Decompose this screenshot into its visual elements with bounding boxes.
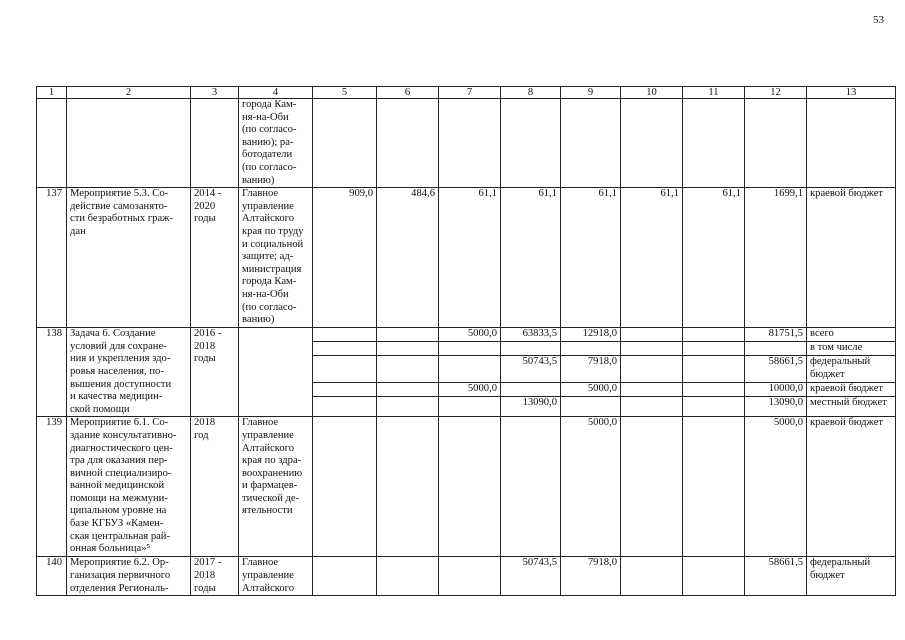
header-cell: 6 xyxy=(377,87,439,99)
value-cell: 61,1 xyxy=(621,188,683,328)
period-cell: 2017 - 2018 годы xyxy=(191,557,239,596)
row-number: 139 xyxy=(37,417,67,557)
page-number: 53 xyxy=(873,14,884,26)
row-number: 138 xyxy=(37,328,67,417)
funding-source: местный бюджет xyxy=(807,397,896,417)
header-cell: 7 xyxy=(439,87,501,99)
funding-source: федеральный бюджет xyxy=(807,557,896,596)
funding-source: краевой бюджет xyxy=(807,188,896,328)
header-cell: 10 xyxy=(621,87,683,99)
value-cell xyxy=(561,397,621,417)
row-number: 137 xyxy=(37,188,67,328)
header-cell: 2 xyxy=(67,87,191,99)
value-cell: 5000,0 xyxy=(561,383,621,397)
value-cell: 50743,5 xyxy=(501,557,561,596)
value-cell: 5000,0 xyxy=(439,328,501,342)
header-cell: 12 xyxy=(745,87,807,99)
executor-cell: Главное управление Алтайского края по труду и социальной защите; ад- министрация города Кам- ня-на-Оби (по согласо- ванию) xyxy=(239,188,313,328)
total-cell: 13090,0 xyxy=(745,397,807,417)
funding-source: краевой бюджет xyxy=(807,383,896,397)
value-cell: 61,1 xyxy=(561,188,621,328)
value-cell xyxy=(439,356,501,383)
table-row-continuation xyxy=(37,99,896,188)
period-cell: 2018 год xyxy=(191,417,239,557)
header-cell: 3 xyxy=(191,87,239,99)
value-cell: 61,1 xyxy=(439,188,501,328)
table-row-137 xyxy=(37,188,896,328)
value-cell: 61,1 xyxy=(501,188,561,328)
value-cell: 50743,5 xyxy=(501,356,561,383)
total-cell: 58661,5 xyxy=(745,356,807,383)
measure-name: Мероприятие 6.2. Ор- ганизация первичного отделения Региональ- xyxy=(67,557,191,596)
measure-name: Мероприятие 5.3. Со- действие самозанято- сти безработных граж- дан xyxy=(67,188,191,328)
table-row-138 xyxy=(37,328,896,342)
executor-cell: города Кам- ня-на-Оби (по согласо- ванию); ра- ботодатели (по согласо- ванию) xyxy=(239,99,313,188)
period-cell: 2014 - 2020 годы xyxy=(191,188,239,328)
funding-source: краевой бюджет xyxy=(807,417,896,557)
row-number: 140 xyxy=(37,557,67,596)
value-cell xyxy=(439,342,501,356)
period-cell: 2016 - 2018 годы xyxy=(191,328,239,417)
program-measures-table xyxy=(36,86,896,596)
header-cell: 1 xyxy=(37,87,67,99)
executor-cell: Главное управление Алтайского xyxy=(239,557,313,596)
value-cell: 61,1 xyxy=(683,188,745,328)
measure-name: Мероприятие 6.1. Со- здание консультативно- диагностического цен- тра для оказания пер- вичной специализиро- ванной медицинской помощи на межмуни- ципальном уровне на базе КГБУЗ «Камен- ская центральная рай- онная больница»⁵ xyxy=(67,417,191,557)
header-cell: 11 xyxy=(683,87,745,99)
table-row-140 xyxy=(37,557,896,596)
value-cell xyxy=(501,342,561,356)
value-cell xyxy=(561,342,621,356)
total-cell: 10000,0 xyxy=(745,383,807,397)
value-cell: 12918,0 xyxy=(561,328,621,342)
value-cell: 5000,0 xyxy=(439,383,501,397)
table-row-139 xyxy=(37,417,896,557)
executor-cell: Главное управление Алтайского края по здра- воохранению и фармацев- тической де- ятельности xyxy=(239,417,313,557)
funding-source: федеральный бюджет xyxy=(807,356,896,383)
value-cell xyxy=(501,383,561,397)
measure-name: Задача 6. Создание условий для сохране- ния и укрепления здо- ровья населения, по- вышения доступности и качества медицин- ской помощи xyxy=(67,328,191,417)
value-cell: 7918,0 xyxy=(561,356,621,383)
header-cell: 8 xyxy=(501,87,561,99)
funding-source: в том числе xyxy=(807,342,896,356)
header-row xyxy=(37,87,896,99)
header-cell: 9 xyxy=(561,87,621,99)
header-cell: 5 xyxy=(313,87,377,99)
header-cell: 4 xyxy=(239,87,313,99)
total-cell: 81751,5 xyxy=(745,328,807,342)
value-cell: 13090,0 xyxy=(501,397,561,417)
value-cell xyxy=(439,397,501,417)
value-cell: 909,0 xyxy=(313,188,377,328)
total-cell xyxy=(745,342,807,356)
total-cell: 58661,5 xyxy=(745,557,807,596)
header-cell: 13 xyxy=(807,87,896,99)
value-cell: 5000,0 xyxy=(561,417,621,557)
value-cell: 484,6 xyxy=(377,188,439,328)
value-cell: 63833,5 xyxy=(501,328,561,342)
total-cell: 1699,1 xyxy=(745,188,807,328)
funding-source: всего xyxy=(807,328,896,342)
value-cell: 7918,0 xyxy=(561,557,621,596)
total-cell: 5000,0 xyxy=(745,417,807,557)
